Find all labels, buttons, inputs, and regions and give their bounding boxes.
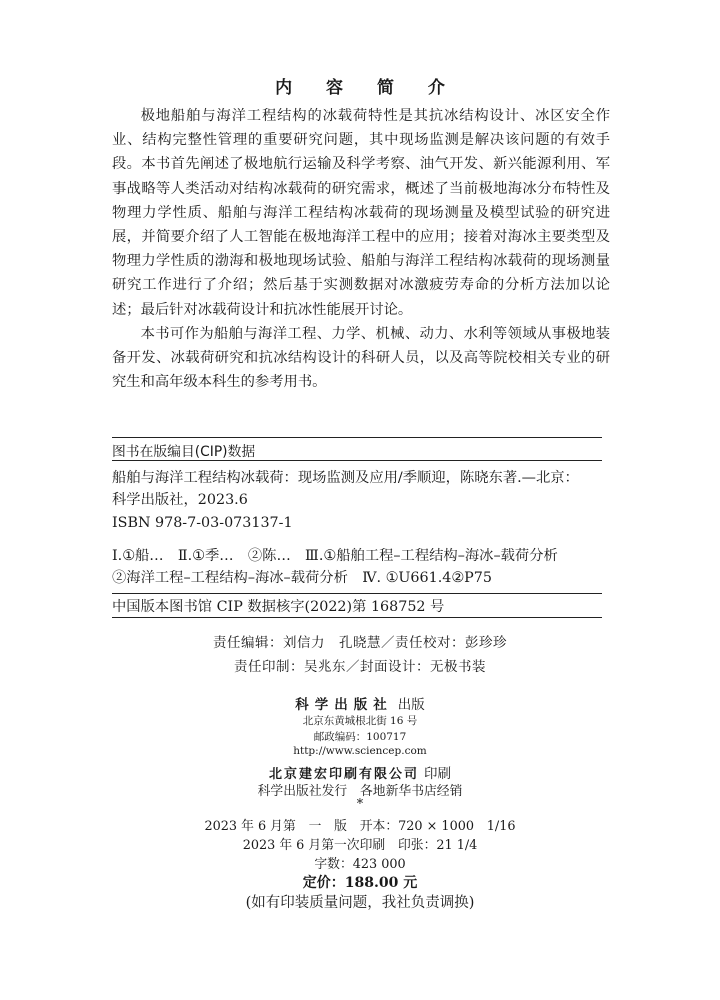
cip-classification-line-2: ②海洋工程–工程结构–海冰–载荷分析 Ⅳ. ①U661.4②P75: [112, 570, 492, 586]
quality-note: (如有印装质量问题，我社负责调换): [245, 895, 475, 911]
cip-classification-line-1: Ⅰ.①船… Ⅱ.①季… ②陈… Ⅲ.①船舶工程–工程结构–海冰–载荷分析: [112, 548, 558, 564]
printing-line: 2023 年 6 月第一次印刷 印张：21 1/4: [242, 838, 478, 853]
cip-bottom-rule: [112, 617, 602, 618]
publisher-name: 科学出版社: [295, 697, 393, 713]
cip-entry-line-1: 船舶与海洋工程结构冰载荷：现场监测及应用/季顺迎，陈晓东著.—北京：: [112, 470, 579, 486]
cip-top-rule: [112, 437, 602, 438]
cip-middle-rule: [112, 593, 602, 594]
intro-section: [112, 104, 610, 394]
price: 定价：188.00 元: [302, 875, 418, 891]
separator-star: *: [356, 797, 364, 812]
page-title: 内 容 简 介: [275, 78, 459, 98]
credits-line-2: 责任印制：吴兆东／封面设计：无极书装: [234, 659, 486, 675]
word-count: 字数：423 000: [314, 857, 406, 872]
cip-heading: 图书在版编目(CIP)数据: [112, 444, 256, 460]
cip-record-number: 中国版本图书馆 CIP 数据核字(2022)第 168752 号: [112, 599, 445, 615]
publisher-suffix: 出版: [397, 697, 425, 713]
cip-isbn: ISBN 978-7-03-073137-1: [112, 515, 293, 531]
credits-line-1: 责任编辑：刘信力 孔晓慧／责任校对：彭珍珍: [213, 635, 507, 651]
intro-paragraph-1: 极地船舶与海洋工程结构的冰载荷特性是其抗冰结构设计、冰区安全作业、结构完整性管理的重要研究问题，其中现场监测是解决该问题的有效手段。本书首先阐述了极地航行运输及科学考察、油气开发、新兴能源利用、军事战略等人类活动对结构冰载荷的研究需求，概述了当前极地海冰分布特性及物理力学性质、船舶与海洋工程结构冰载荷的现场测量及模型试验的研究进展，并简要介绍了人工智能在极地海洋工程中的应用；接着对海冰主要类型及物理力学性质的渤海和极地现场试验、船舶与海洋工程结构冰载荷的现场测量研究工作进行了介绍；然后基于实测数据对冰激疲劳寿命的分析方法加以论述；最后针对冰载荷设计和抗冰性能展开讨论。: [112, 108, 610, 318]
printer-name: 北京建宏印刷有限公司: [268, 767, 419, 782]
publisher-line: [0, 693, 720, 713]
printer-line: [0, 762, 720, 782]
publisher-url: http://www.sciencep.com: [293, 745, 427, 757]
intro-paragraph-2: 本书可作为船舶与海洋工程、力学、机械、动力、水利等领域从事极地装备开发、冰载荷研究和抗冰结构设计的科研人员，以及高等院校相关专业的研究生和高年级本科生的参考用书。: [112, 325, 610, 391]
distribution-line: 科学出版社发行 各地新华书店经销: [257, 784, 463, 799]
publisher-postcode: 邮政编码：100717: [313, 731, 407, 743]
printer-suffix: 印刷: [424, 766, 452, 782]
publisher-address: 北京东黄城根北街 16 号: [302, 715, 418, 727]
cip-entry-line-2: 科学出版社，2023.6: [112, 492, 248, 508]
edition-line: 2023 年 6 月第 一 版 开本：720 × 1000 1/16: [204, 819, 516, 834]
cip-heading-rule: [112, 460, 602, 461]
